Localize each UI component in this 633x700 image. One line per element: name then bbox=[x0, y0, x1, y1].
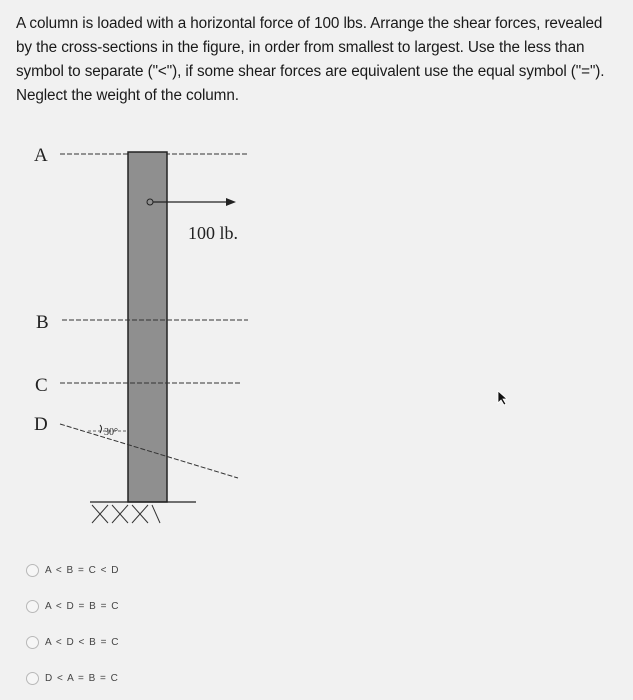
column-diagram bbox=[0, 128, 633, 538]
mouse-cursor-icon bbox=[496, 390, 508, 411]
radio-button[interactable] bbox=[26, 600, 39, 613]
column bbox=[128, 152, 167, 502]
angle-label: 30° bbox=[104, 427, 118, 438]
force-arrowhead-icon bbox=[226, 198, 236, 206]
ground-hatch-icon bbox=[92, 505, 160, 523]
radio-button[interactable] bbox=[26, 672, 39, 685]
section-label-d: D bbox=[34, 414, 48, 435]
option-label: A < D < B = C bbox=[45, 636, 120, 648]
section-label-a: A bbox=[34, 145, 48, 166]
angle-arc-icon bbox=[100, 425, 102, 433]
force-label: 100 lb. bbox=[188, 223, 239, 243]
question-text: A column is loaded with a horizontal force of 100 lbs. Arrange the shear forces, revealed by the cross-sections in the figure, in order from smallest to largest. Use the less than symbol to separate ("<"), if some shear forces are equivalent use the equal symbol ("="). Neglect the weight of the column. bbox=[16, 15, 605, 104]
section-label-b: B bbox=[36, 312, 49, 333]
answer-option-2[interactable] bbox=[26, 588, 119, 624]
answer-options bbox=[26, 552, 119, 696]
answer-option-1[interactable] bbox=[26, 552, 119, 588]
option-label: A < B = C < D bbox=[45, 564, 120, 576]
radio-button[interactable] bbox=[26, 564, 39, 577]
column-figure bbox=[0, 128, 633, 538]
answer-option-4[interactable] bbox=[26, 660, 119, 696]
option-label: D < A = B = C bbox=[45, 672, 119, 684]
option-label: A < D = B = C bbox=[45, 600, 120, 612]
section-label-c: C bbox=[35, 375, 48, 396]
radio-button[interactable] bbox=[26, 636, 39, 649]
answer-option-3[interactable] bbox=[26, 624, 119, 660]
